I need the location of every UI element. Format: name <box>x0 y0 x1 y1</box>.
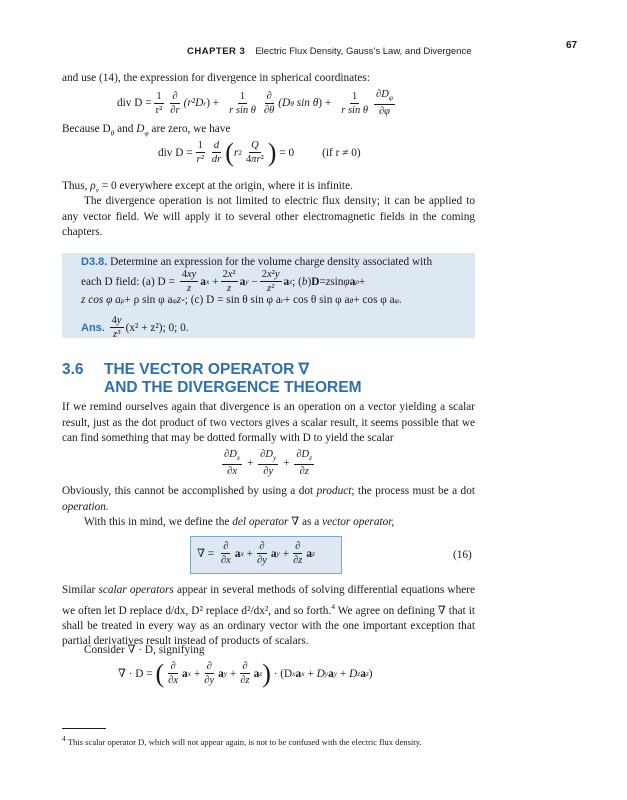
section-title-line2: AND THE DIVERGENCE THEOREM <box>104 379 362 396</box>
chapter-title: Electric Flux Density, Gauss’s Law, and Divergence <box>255 46 472 57</box>
drill-label: D3.8. <box>81 256 108 268</box>
paragraph-obviously: Obviously, this cannot be accomplished by using a dot product; the process must be a dot operation. <box>62 485 475 513</box>
section-title-line1: THE VECTOR OPERATOR ∇ <box>104 361 310 378</box>
drill-line-b-c: z cos φ a ρ + ρ sin φ a φ z - ; (c) D = sin θ sin φ a r + cos θ sin φ a θ + cos φ a φ . <box>81 294 402 306</box>
chapter-label: CHAPTER 3 <box>187 46 246 57</box>
equation-del-operator: ∇ = $\frac{\partial}{\partial x}$ a x + $\frac{\partial}{\partial y}$ a y + $\frac{\partial}{\partial z}$ a z <box>197 541 315 566</box>
equation-number: (16) <box>453 549 472 561</box>
paragraph-remind: If we remind ourselves again that divergence is an operation on a vector yielding a scalar result, just as the dot product of two vectors gives a scalar result, it seems possible that we can find something that may be dotted formally with D to yield the scalar <box>62 401 475 444</box>
footnote-rule <box>62 728 106 729</box>
paragraph-because: Because $D_\theta$ and $D_\varphi$ are zero, we have <box>62 123 231 138</box>
drill-line-fields: each D field: (a) D = $\frac{4xy}{z}$ a x + $\frac{\text{2x²}}{z}$ a y − $\frac{\text{2x²y}}{\text{z²}}$ a z ; ( b ) D = z sin φ a ρ + <box>81 269 366 294</box>
paragraph-general: The divergence operation is not limited to electric flux density; it can be applied to any vector field. We will apply it to several other electromagnetic fields in the coming chapters. <box>62 195 475 238</box>
eq-lhs: div D = <box>117 97 152 110</box>
paragraph-intro: and use (14), the expression for divergence in spherical coordinates: <box>62 72 370 84</box>
paragraph-thus: Thus, $\rho_v = 0$ everywhere except at the origin, where it is infinite. <box>62 180 353 195</box>
paragraph-with-this: With this in mind, we define the del operator ∇ as a vector operator, <box>84 516 395 528</box>
drill-answer: Ans. $\frac{4y}{\text{z³}}$ (x² + z²); 0; 0. <box>81 315 189 340</box>
running-header <box>187 41 471 59</box>
footnote-ref[interactable]: 4 <box>331 601 335 611</box>
equation-del-dot-d: ∇ · D = ( $\frac{\partial}{\partial x}$ a x + $\frac{\partial}{\partial y}$ a y + $\frac{\partial}{\partial z}$ a z ) · (D x a x + D y a y + D z a z ) <box>118 658 373 688</box>
equation-div-zero: div D = $\frac{1}{\text{r²}}$ $\frac{d}{dr}$ ( r 2 $\frac{Q}{\text{4πr²}}$ ) = 0 (if r ≠ 0) <box>158 137 361 167</box>
equation-scalar-sum: $\frac{\partial D_x}{\partial x}$ + $\frac{\partial D_y}{\partial y}$ + $\frac{\partial D_z}{\partial z}$ <box>224 449 313 478</box>
page-number: 67 <box>566 40 578 51</box>
paragraph-similar: Similar scalar operators appear in several methods of solving differential equations where we often let D replace d/dx, D² replace d²/dx², and so forth.$^4$ We agree on defining ∇ that it shall be treated in every way as an ordinary vector with the one important exception that partial derivatives result instead of products of scalars. <box>62 584 476 648</box>
section-number: 3.6 <box>62 361 84 378</box>
footnote: $^4$ This scalar operator D, which will not appear again, is not to be confused with the electric flux density. <box>62 734 422 747</box>
equation-div-spherical: div D = $\frac{1}{\text{r²}}$ $\frac{\partial}{\partial r}$ (r²D r ) + $\frac{1}{\text{r sin θ}}$ $\frac{\partial}{\partial\theta}$ (D θ sin θ ) + $\frac{1}{\text{r sin θ}}$ $\frac{\partial D_\varphi}{\partial\varphi}$ <box>117 89 393 118</box>
paragraph-consider: Consider ∇ · D, signifying <box>84 644 205 656</box>
answer-label: Ans. <box>81 321 105 334</box>
drill-problem-statement: D3.8. Determine an expression for the volume charge density associated with <box>81 256 433 268</box>
